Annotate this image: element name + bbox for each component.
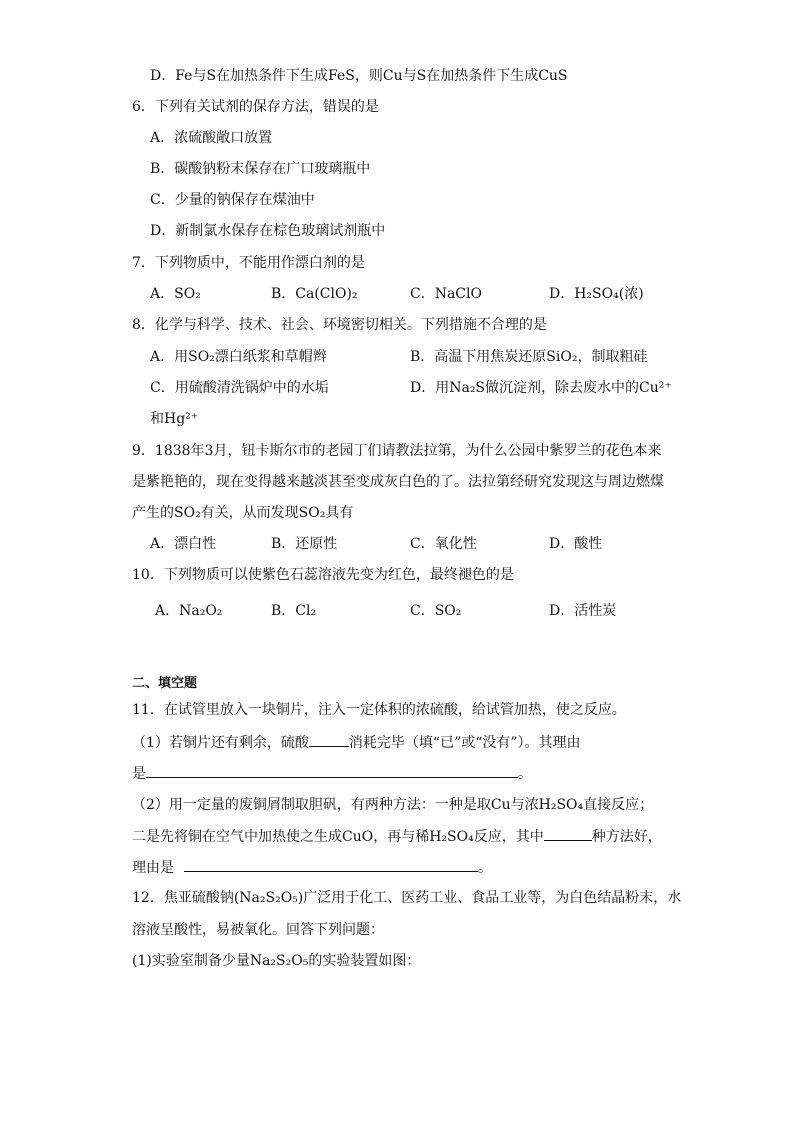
q8-option-d: D．用Na₂S做沉淀剂，除去废水中的Cu²⁺ — [410, 380, 672, 396]
q9-line-1: 9．1838年3月，钮卡斯尔市的老园丁们请教法拉第，为什么公园中紫罗兰的花色本来 — [132, 443, 662, 459]
q11-part-2-text-b: 种方法好， — [591, 829, 662, 845]
q6-stem: 6．下列有关试剂的保存方法，错误的是 — [132, 99, 379, 115]
q11-part-2-line-1: （2）用一定量的废铜屑制取胆矾，有两种方法：一种是取Cu与浓H₂SO₄直接反应； — [132, 797, 654, 813]
q8-option-a: A．用SO₂漂白纸浆和草帽辫 — [150, 349, 327, 365]
q11-answer-blank-2[interactable] — [146, 763, 518, 778]
q7-option-a: A．SO₂ — [150, 286, 201, 302]
q7-stem: 7．下列物质中，不能用作漂白剂的是 — [132, 255, 365, 271]
q9-option-c: C．氧化性 — [410, 536, 477, 552]
q9-line-3: 产生的SO₂有关，从而发现SO₂具有 — [132, 505, 354, 521]
q11-answer-blank-4[interactable] — [184, 857, 478, 872]
q7-option-d: D．H₂SO₄(浓) — [549, 286, 644, 302]
q5-option-d: D．Fe与S在加热条件下生成FeS，则Cu与S在加热条件下生成CuS — [150, 68, 568, 84]
q6-option-c: C．少量的钠保存在煤油中 — [150, 192, 315, 208]
q11-part-2-line-3 — [132, 857, 492, 878]
q11-part-2-text-c: 理由是 — [132, 860, 174, 876]
q11-part-2-line-2 — [132, 826, 662, 847]
q11-part-1-line — [132, 732, 581, 753]
q11-answer-blank-1[interactable] — [309, 732, 349, 747]
q11-part-2-end: 。 — [478, 860, 492, 876]
q10-option-d: D．活性炭 — [549, 603, 617, 619]
q11-part-2-text-a: 二是先将铜在空气中加热使之生成CuO，再与稀H₂SO₄反应，其中 — [132, 829, 544, 845]
section-title: 二、填空题 — [132, 676, 198, 691]
q7-option-b: B．Ca(ClO)₂ — [271, 286, 358, 302]
q9-option-b: B．还原性 — [271, 536, 338, 552]
q9-option-a: A．漂白性 — [150, 536, 217, 552]
q6-option-d: D．新制氯水保存在棕色玻璃试剂瓶中 — [150, 223, 386, 239]
q6-option-b: B．碳酸钠粉末保存在广口玻璃瓶中 — [150, 161, 371, 177]
q10-option-a: A．Na₂O₂ — [155, 603, 223, 619]
q9-line-2: 是紫艳艳的，现在变得越来越淡甚至变成灰白色的了。法拉第经研究发现这与周边燃煤 — [132, 474, 664, 490]
q11-part-1-reason-line — [132, 763, 532, 784]
q11-part-1-text-a: （1）若铜片还有剩余，硫酸 — [132, 735, 309, 751]
q11-stem: 11．在试管里放入一块铜片，注入一定体积的浓硫酸，给试管加热，使之反应。 — [132, 702, 626, 718]
q11-answer-blank-3[interactable] — [544, 826, 592, 841]
q10-stem: 10．下列物质可以使紫色石蕊溶液先变为红色，最终褪色的是 — [132, 567, 514, 583]
q10-option-c: C．SO₂ — [410, 603, 462, 619]
q12-line-1: 12．焦亚硫酸钠(Na₂S₂O₅)广泛用于化工、医药工业、食品工业等，为白色结晶粉末，水 — [132, 890, 682, 906]
q8-option-d-continued: 和Hg²⁺ — [150, 411, 199, 427]
q11-part-1-text-c: 是 — [132, 766, 146, 782]
q8-option-b: B．高温下用焦炭还原SiO₂，制取粗硅 — [410, 349, 648, 365]
q7-option-c: C．NaClO — [410, 286, 482, 302]
q12-line-3: (1)实验室制备少量Na₂S₂O₅的实验装置如图： — [132, 953, 421, 969]
q11-part-1-text-b: 消耗完毕（填“已”或“没有”）。其理由 — [348, 735, 581, 751]
q12-line-2: 溶液呈酸性，易被氧化。回答下列问题： — [132, 922, 384, 938]
q6-option-a: A．浓硫酸敞口放置 — [150, 130, 273, 146]
q8-stem: 8．化学与科学、技术、社会、环境密切相关。下列措施不合理的是 — [132, 317, 547, 333]
q8-option-c: C．用硫酸清洗锅炉中的水垢 — [150, 380, 329, 396]
q10-option-b: B．Cl₂ — [271, 603, 317, 619]
q11-part-1-end: 。 — [518, 766, 532, 782]
q9-option-d: D．酸性 — [549, 536, 603, 552]
